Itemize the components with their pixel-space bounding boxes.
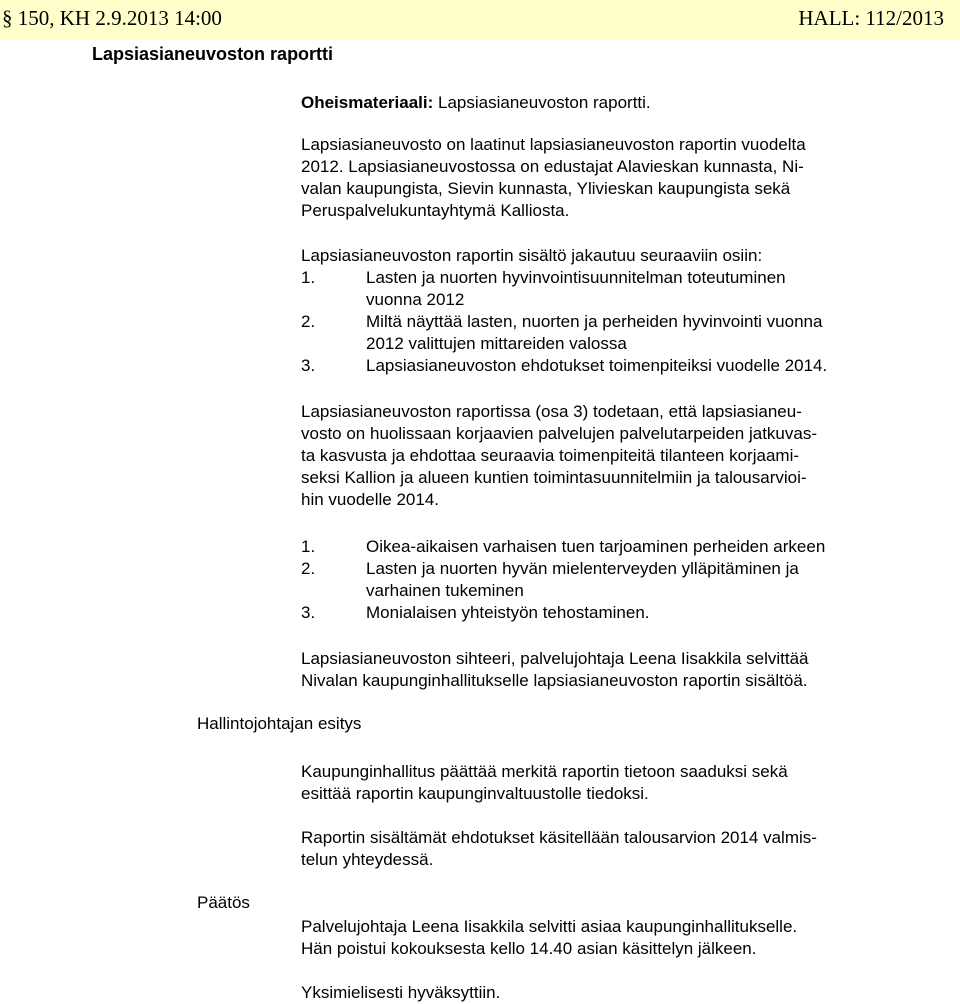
contents-section [301, 245, 827, 377]
attachment-text: Lapsiasianeuvoston raportti. [438, 93, 651, 112]
hall-reference: HALL: 112/2013 [798, 6, 944, 30]
text-line: Lapsiasianeuvoston raportissa (osa 3) todetaan, että lapsiasianeu- [301, 402, 802, 421]
text-line: 2012. Lapsiasianeuvostossa on edustajat Alavieskan kunnasta, Ni- [301, 157, 804, 176]
paragraph-secretary [301, 648, 809, 692]
text-line: seksi Kallion ja alueen kuntien toimintasuunnitelmiin ja talousarvioi- [301, 468, 807, 487]
list-number: 2. [301, 312, 316, 331]
proposal-text-1 [301, 761, 788, 805]
list-line: Miltä näyttää lasten, nuorten ja perheiden hyvinvointi vuonna [366, 312, 823, 331]
text-line: Raportin sisältämät ehdotukset käsitellään talousarvion 2014 valmis- [301, 828, 817, 847]
decision-text-1 [301, 916, 797, 960]
list-number: 2. [301, 559, 316, 578]
text-line: Peruspalvelukuntayhtymä Kalliosta. [301, 201, 570, 220]
contents-intro: Lapsiasianeuvoston raportin sisältö jakautuu seuraaviin osiin: [301, 246, 763, 265]
proposal-text-2 [301, 827, 817, 871]
decision-result: Yksimielisesti hyväksyttiin. [301, 983, 501, 1002]
text-line: vosto on huolissaan korjaavien palvelujen palvelutarpeiden jatkuvas- [301, 424, 817, 443]
list-line: Oikea-aikaisen varhaisen tuen tarjoaminen perheiden arkeen [366, 537, 826, 556]
proposal-label: Hallintojohtajan esitys [197, 714, 362, 733]
list-item [301, 311, 827, 355]
text-line: Lapsiasianeuvosto on laatinut lapsiasianeuvoston raportin vuodelta [301, 135, 806, 154]
text-line: ta kasvusta ja ehdottaa seuraavia toimenpiteitä tilanteen korjaami- [301, 446, 800, 465]
attachment-line [301, 92, 651, 114]
list-line: Lapsiasianeuvoston ehdotukset toimenpiteiksi vuodelle 2014. [366, 356, 828, 375]
list-number: 3. [301, 356, 316, 375]
text-line: Palvelujohtaja Leena Iisakkila selvitti asiaa kaupunginhallitukselle. [301, 917, 798, 936]
paragraph-intro [301, 134, 806, 222]
text-line: Kaupunginhallitus päättää merkitä raportin tietoon saaduksi sekä [301, 762, 788, 781]
list-item [301, 355, 827, 377]
list-number: 1. [301, 268, 316, 287]
decision-label: Päätös [197, 893, 250, 912]
list-item [301, 602, 825, 624]
text-line: Nivalan kaupunginhallitukselle lapsiasianeuvoston raportin sisältöä. [301, 671, 808, 690]
paragraph-report-findings [301, 401, 817, 511]
text-line: esittää raportin kaupunginvaltuustolle tiedoksi. [301, 784, 649, 803]
text-line: valan kaupungista, Sievin kunnasta, Ylivieskan kaupungista sekä [301, 179, 791, 198]
list-line: varhainen tukeminen [366, 581, 524, 600]
list-line: Monialaisen yhteistyön tehostaminen. [366, 603, 650, 622]
text-line: Lapsiasianeuvoston sihteeri, palvelujohtaja Leena Iisakkila selvittää [301, 649, 809, 668]
list-number: 1. [301, 537, 316, 556]
list-item [301, 558, 825, 602]
text-line: hin vuodelle 2014. [301, 490, 440, 509]
text-line: Hän poistui kokouksesta kello 14.40 asian käsittelyn jälkeen. [301, 939, 757, 958]
list-item [301, 536, 825, 558]
header-bar [0, 0, 960, 40]
text-line: telun yhteydessä. [301, 850, 434, 869]
page-title: Lapsiasianeuvoston raportti [92, 44, 334, 64]
actions-list [301, 536, 825, 624]
attachment-label: Oheismateriaali: [301, 93, 434, 112]
list-line: vuonna 2012 [366, 290, 465, 309]
list-item [301, 267, 827, 311]
list-number: 3. [301, 603, 316, 622]
list-line: Lasten ja nuorten hyvinvointisuunnitelman toteutuminen [366, 268, 786, 287]
list-line: Lasten ja nuorten hyvän mielenterveyden ylläpitäminen ja [366, 559, 799, 578]
section-reference: § 150, KH 2.9.2013 14:00 [2, 6, 222, 30]
list-line: 2012 valittujen mittareiden valossa [366, 334, 627, 353]
